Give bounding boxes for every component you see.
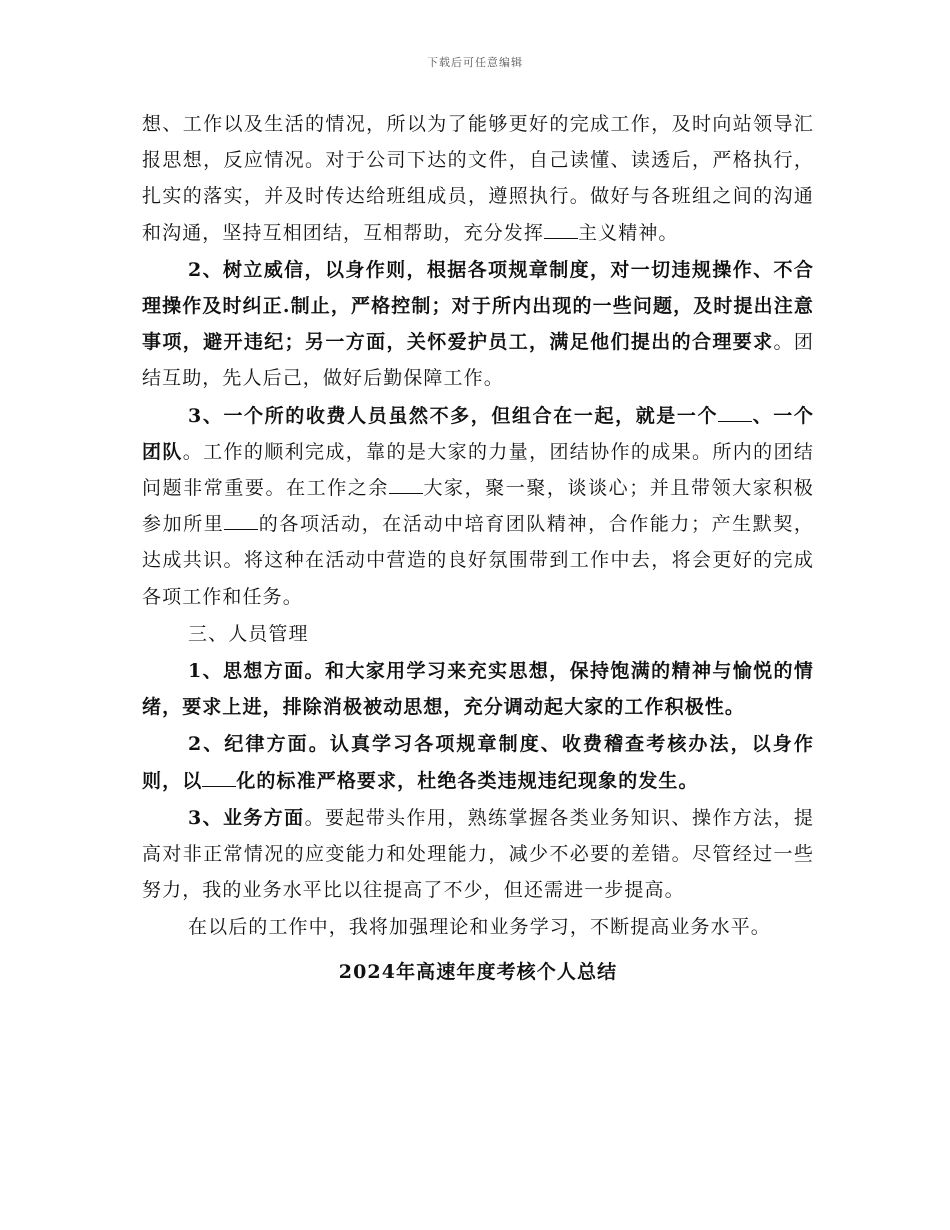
paragraph-text: 。团结互助，先人后己，做好后勤保障工作。 — [142, 331, 815, 390]
paragraph-thought — [142, 653, 814, 725]
paragraph-bold-text: 3、业务方面 — [188, 806, 305, 829]
paragraph-bold-text: 、一个团队 — [142, 404, 814, 463]
paragraph-closing: 在以后的工作中，我将加强理论和业务学习，不断提高业务水平。 — [188, 916, 771, 939]
blank-underline — [544, 222, 578, 239]
paragraph-bold-text: 3、一个所的收费人员虽然不多，但组合在一起，就是一个 — [188, 404, 719, 427]
paragraph-text: 大家，聚一聚，谈谈心；并且带领大家积极参加所里 — [142, 477, 814, 536]
blank-underline — [224, 513, 258, 530]
paragraph-bold-text: 2、纪律方面。认真学习各项规章制度、收费稽查考核办法，以身作则，以 — [142, 733, 814, 792]
paragraph-business — [142, 800, 814, 909]
document-body — [142, 106, 814, 991]
paragraph-discipline — [142, 726, 814, 798]
paragraph-text: 的各项活动，在活动中培育团队精神，合作能力；产生默契，达成共识。将这种在活动中营造的良好氛围带到工作中去，将会更好的完成各项工作和任务。 — [142, 513, 814, 608]
paragraph-text: 。要起带头作用，熟练掌握各类业务知识、操作方法，提高对非正常情况的应变能力和处理能力，减少不必要的差错。尽管经过一些努力，我的业务水平比以往提高了不少，但还需进一步提高。 — [142, 806, 814, 902]
paragraph-bold-text: 化的标准严格要求，杜绝各类违规违纪现象的发生。 — [236, 769, 699, 792]
paragraph-text: 想、工作以及生活的情况，所以为了能够更好的完成工作，及时向站领导汇报思想，反应情况。对于公司下达的文件，自己读懂、读透后，严格执行，扎实的落实，并及时传达给班组成员，遵照执行。做好与各班组之间的沟通和沟通，坚持互相团结，互相帮助，充分发挥 — [142, 113, 814, 244]
blank-underline — [202, 770, 236, 787]
page-header: 下载后可任意编辑 — [427, 56, 523, 69]
blank-underline — [389, 477, 423, 494]
document-title: 2024年高速年度考核个人总结 — [338, 960, 618, 983]
paragraph-bold-text: 1、思想方面。和大家用学习来充实思想，保持饱满的精神与愉悦的情绪，要求上进，排除消极被动思想，充分调动起大家的工作积极性。 — [142, 660, 814, 719]
paragraph-bold-text: 2、树立威信，以身作则，根据各项规章制度，对一切违规操作、不合理操作及时纠正.制止，严格控制；对于所内出现的一些问题，及时提出注意事项，避开违纪；另一方面，关怀爱护员工，满足他们提出的合理要求 — [142, 258, 814, 354]
paragraph-item-3 — [142, 398, 814, 615]
paragraph-text: 主义精神。 — [578, 221, 679, 244]
paragraph-item-2 — [142, 252, 814, 397]
paragraph-continuation — [142, 106, 814, 251]
blank-underline — [718, 405, 752, 422]
paragraph-text: 。工作的顺利完成，靠的是大家的力量，团结协作的成果。所内的团结问题非常重要。在工作之余 — [142, 440, 814, 500]
section-heading: 三、人员管理 — [188, 622, 309, 645]
